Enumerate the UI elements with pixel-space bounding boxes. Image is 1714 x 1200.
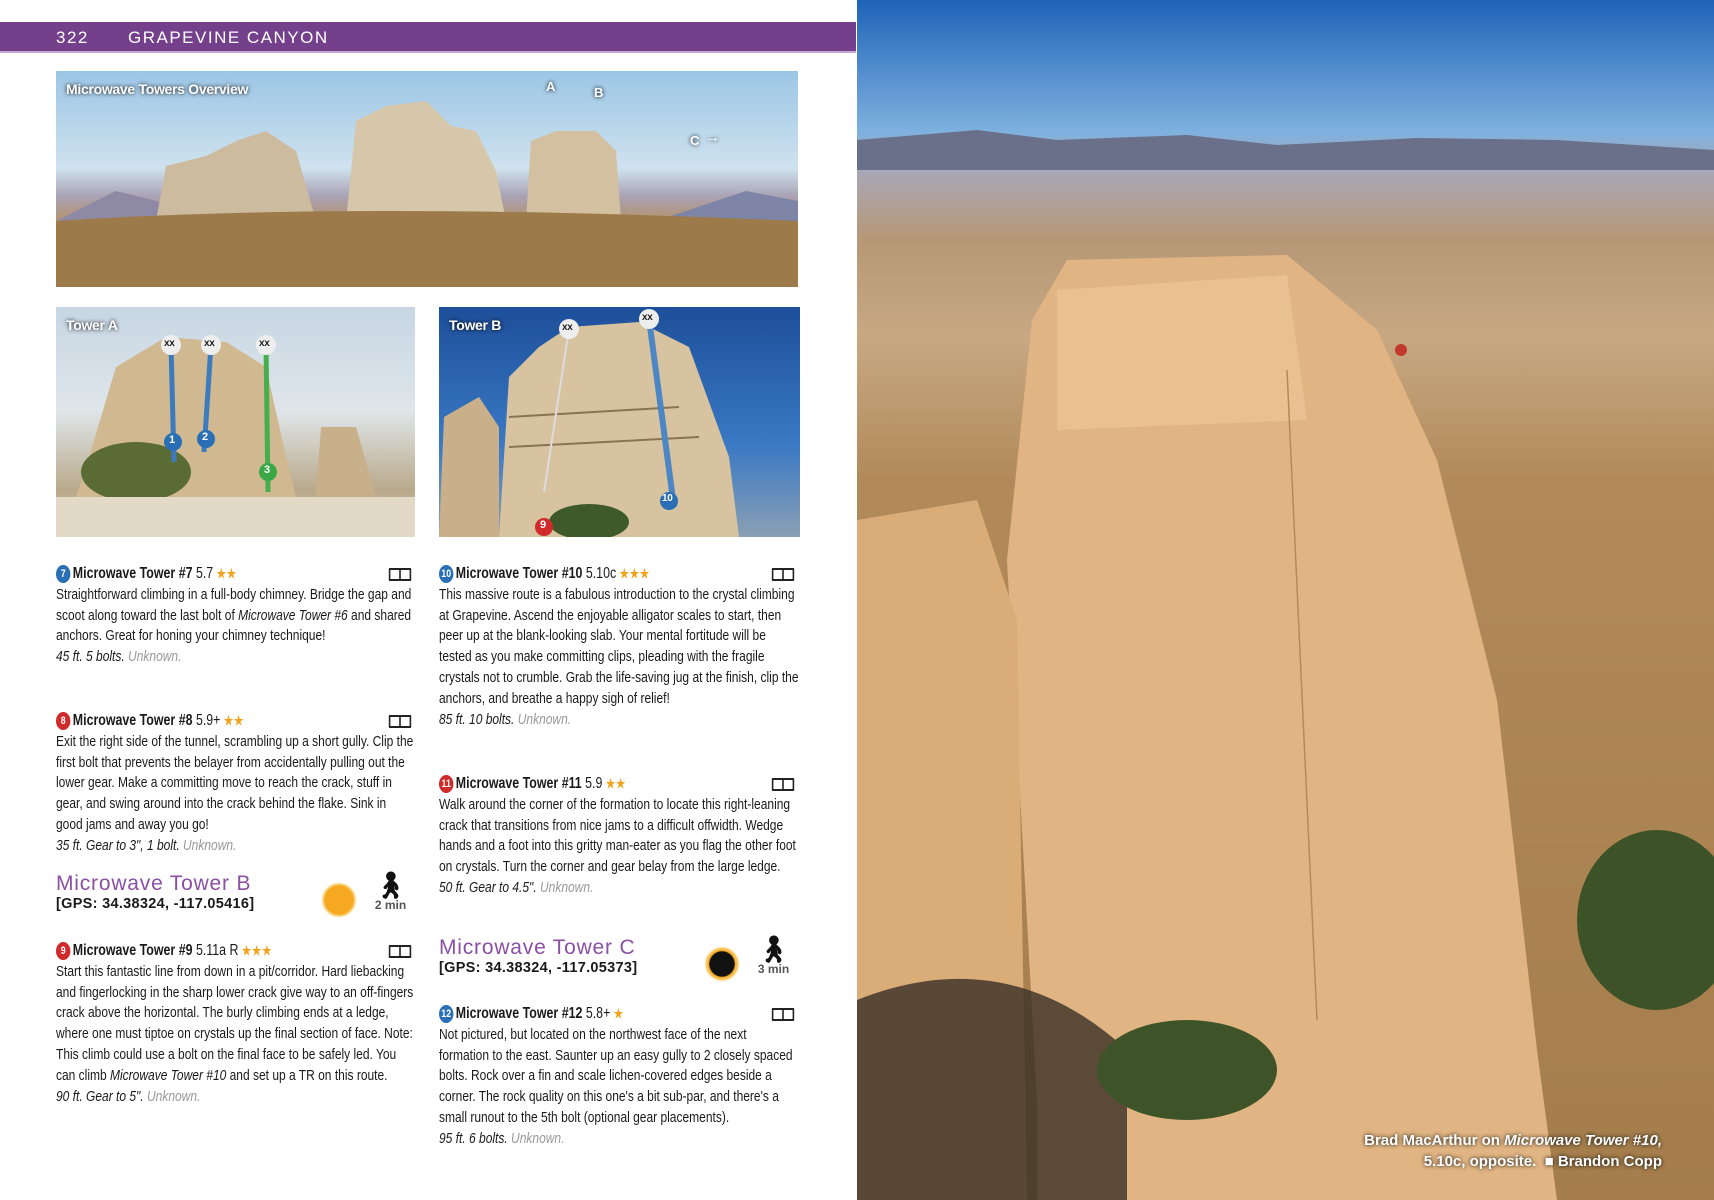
route-8: [56, 711, 416, 857]
tower-a-photo: [56, 307, 415, 537]
first-ascent: Unknown.: [146, 1087, 201, 1105]
walking-person-icon: 🚶︎: [757, 934, 791, 964]
anchor-label: xx: [642, 312, 653, 323]
route-number-badge: 11: [439, 775, 453, 793]
first-ascent: Unknown.: [511, 1129, 565, 1147]
page-header: [0, 22, 856, 53]
tower-b-photo: [439, 307, 800, 537]
marker-a: A: [546, 79, 556, 94]
first-ascent: Unknown.: [539, 878, 594, 896]
book-icon: [772, 778, 794, 791]
route-description: This massive route is a fabulous introduction to the crystal climbing at Grapevine. Ascend the enjoyable alligator scales to start, then peer up at the blank-looking slab. Your mental fortitude will be tested as you make committing clips, pleading with the fragile crystals not to crumble. Grab the life-saving jug at the finish, clip the anchors, and breathe a happy sigh of relief!: [439, 585, 799, 707]
gps-coordinates: [GPS: 34.38324, -117.05416]: [56, 896, 255, 912]
route-marker-10: 10: [662, 493, 673, 504]
route-description: Not pictured, but located on the northwest face of the next formation to the east. Saunter up an easy gully to 2 closely spaced bolts. Rock over a fin and scale lichen-covered edges beside a corner. The rock quality on this one's a bit sub-par, and there's a small runout to the 5th bolt (optional gear placements).: [439, 1025, 793, 1126]
route-grade: 5.8+: [585, 1005, 611, 1022]
walk-time: 3 min: [757, 962, 790, 976]
route-title: [56, 564, 416, 585]
route-meta: [439, 1129, 799, 1150]
first-ascent: Unknown.: [517, 710, 572, 728]
route-meta: [56, 1087, 416, 1108]
route-number-badge: 8: [56, 712, 70, 730]
climber-photo: [857, 0, 1714, 1200]
route-marker-1: 1: [169, 434, 175, 446]
route-grade: 5.9: [585, 775, 603, 792]
star-rating: ★★: [605, 776, 627, 791]
route-length-gear: 35 ft. Gear to 3", 1 bolt.: [56, 836, 180, 854]
caption-grade: 5.10c, opposite.: [1423, 1153, 1537, 1170]
route-9: [56, 941, 416, 1107]
route-name: Microwave Tower #12: [455, 1005, 583, 1022]
route-title: [56, 711, 416, 732]
route-meta: [56, 647, 416, 668]
anchor-label: xx: [562, 322, 573, 333]
route-title: [439, 564, 799, 585]
route-grade: 5.11a R: [195, 942, 239, 959]
area-tower-c: [439, 936, 819, 976]
gps-coordinates: [GPS: 34.38324, -117.05373]: [439, 960, 638, 976]
shade-sun-icon: [704, 946, 740, 982]
route-name: Microwave Tower #10: [455, 565, 583, 582]
route-meta: [439, 878, 799, 899]
route-title: [439, 1004, 799, 1025]
caption-climber: Brad MacArthur on: [1364, 1132, 1505, 1149]
left-page: [0, 0, 856, 1200]
area-title: Microwave Tower B: [56, 872, 252, 895]
route-grade: 5.10c: [585, 565, 617, 582]
area-tower-b: [56, 872, 436, 912]
route-number-badge: 7: [56, 565, 70, 583]
anchor-label: xx: [164, 338, 175, 349]
route-description: Start this fantastic line from down in a pit/corridor. Hard liebacking and fingerlocking in the sharp lower crack give way to an off-fingers crack above the horizontal. The burly climbing ends at a ledge, where one must tiptoe on crystals up the final section of face. Note: This climb could use a bolt on the final face to be safely led. You can climb Microwave Tower #10 and set up a TR on this route.: [56, 962, 414, 1084]
star-rating: ★★: [216, 566, 237, 581]
marker-b: B: [594, 85, 604, 100]
route-number-badge: 12: [439, 1005, 453, 1023]
chapter-title: GRAPEVINE CANYON: [128, 28, 329, 47]
book-icon: [772, 1008, 794, 1021]
route-name: Microwave Tower #7: [72, 565, 193, 582]
route-7: [56, 564, 416, 668]
book-icon: [772, 568, 794, 581]
caption-route: Microwave Tower #10,: [1504, 1132, 1662, 1149]
area-title: Microwave Tower C: [439, 936, 636, 959]
route-description: Straightforward climbing in a full-body chimney. Bridge the gap and scoot along toward the last bolt of Microwave Tower #6 and shared anchors. Great for honing your chimney technique!: [56, 585, 412, 645]
route-marker-9: 9: [540, 519, 546, 531]
walk-time: 2 min: [374, 898, 407, 912]
route-title: [56, 941, 416, 962]
arrow-right-icon: →: [704, 129, 720, 146]
climber: [1395, 344, 1407, 356]
route-number-badge: 9: [56, 942, 70, 960]
route-description: Walk around the corner of the formation to locate this right-leaning crack that transitions from nice jams to a difficult offwidth. Wedge hands and a foot into this gritty man-eater as you flag the other foot on crystals. Turn the corner and gear belay from the large ledge.: [439, 795, 796, 876]
route-meta: [439, 710, 799, 731]
book-icon: [389, 715, 411, 728]
route-number-badge: 10: [439, 565, 453, 583]
route-marker-3: 3: [264, 464, 270, 476]
route-grade: 5.9+: [195, 712, 221, 729]
route-length-gear: 45 ft. 5 bolts.: [56, 648, 125, 666]
tower-a-topo: [56, 307, 415, 537]
tower-b-label: Tower B: [449, 317, 502, 333]
tower-a-label: Tower A: [66, 317, 118, 333]
tower-rock-illustration: [857, 0, 1714, 1200]
route-name: Microwave Tower #8: [72, 712, 193, 729]
anchor-label: xx: [204, 338, 215, 349]
route-grade: 5.7: [195, 565, 214, 582]
photo-credit: Brandon Copp: [1557, 1153, 1662, 1170]
star-rating: ★: [613, 1006, 624, 1021]
camera-icon: ■: [1544, 1153, 1554, 1170]
route-length-gear: 95 ft. 6 bolts.: [439, 1129, 508, 1147]
book-icon: [389, 568, 411, 581]
route-title: [439, 774, 799, 795]
photo-caption: [1364, 1130, 1662, 1172]
route-description: Exit the right side of the tunnel, scrambling up a short gully. Clip the first bolt that prevents the belayer from accidentally pulling out the lower gear. Make a committing move to reach the crack, stuff in gear, and swing around into the crack behind the flake. Sink in good jams and away you go!: [56, 732, 414, 833]
approach-time: [374, 872, 407, 912]
route-name: Microwave Tower #11: [455, 775, 582, 792]
route-length-gear: 50 ft. Gear to 4.5".: [439, 878, 537, 896]
first-ascent: Unknown.: [128, 648, 182, 666]
overview-photo: [56, 71, 798, 287]
first-ascent: Unknown.: [183, 836, 237, 854]
route-meta: [56, 836, 416, 857]
page-number: 322: [56, 28, 89, 47]
overview-label: Microwave Towers Overview: [66, 81, 249, 97]
route-10: [439, 564, 799, 730]
tower-b-topo: [439, 307, 800, 537]
anchor-label: xx: [259, 338, 270, 349]
star-rating: ★★★: [619, 566, 650, 581]
marker-c: C: [690, 133, 700, 148]
route-name: Microwave Tower #9: [72, 942, 193, 959]
approach-time: [757, 936, 790, 976]
route-11: [439, 774, 799, 899]
route-marker-2: 2: [202, 431, 208, 443]
route-length-gear: 85 ft. 10 bolts.: [439, 710, 515, 728]
full-sun-icon: [321, 882, 357, 918]
star-rating: ★★: [223, 713, 245, 728]
star-rating: ★★★: [241, 943, 273, 958]
book-icon: [389, 945, 411, 958]
walking-person-icon: 🚶︎: [374, 870, 408, 900]
overview-rocks: [56, 71, 798, 287]
route-12: [439, 1004, 799, 1150]
route-length-gear: 90 ft. Gear to 5".: [56, 1087, 144, 1105]
